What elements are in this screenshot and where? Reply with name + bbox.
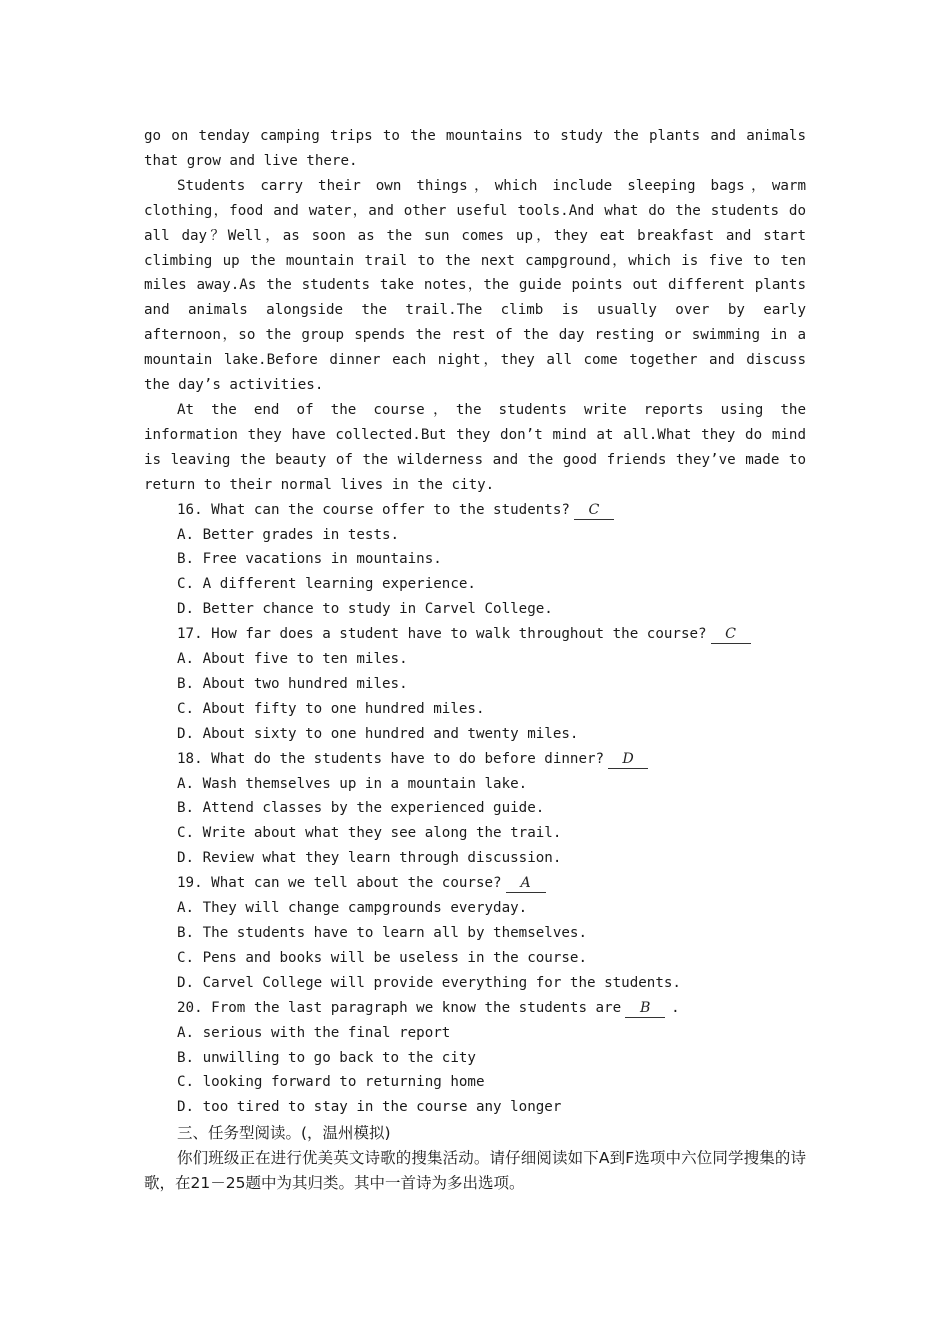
answer-blank: A bbox=[506, 874, 546, 893]
answer-blank: D bbox=[608, 750, 648, 769]
option-d: D. Review what they learn through discussion. bbox=[177, 850, 562, 867]
question-text: 20. From the last paragraph we know the students are bbox=[177, 999, 622, 1016]
option-c: C. looking forward to returning home bbox=[177, 1074, 485, 1091]
option-d: D. Carvel College will provide everything for the students. bbox=[177, 974, 681, 991]
passage-paragraph-1: go on tenday camping trips to the mountains to study the plants and animals that grow and live there. bbox=[144, 128, 806, 169]
question-suffix: . bbox=[671, 999, 680, 1016]
question-text: 19. What can we tell about the course? bbox=[177, 875, 502, 892]
passage-paragraph-3: At the end of the course，the students write reports using the information they have collected.But they don’t mind at all.What they do mind is leaving the beauty of the wilderness and the good friends they’ve made to return to their normal lives in the city. bbox=[144, 401, 806, 493]
option-a: A. They will change campgrounds everyday. bbox=[177, 900, 528, 917]
answer-blank: C bbox=[711, 625, 751, 644]
option-c: C. A different learning experience. bbox=[177, 576, 476, 593]
question-20 bbox=[144, 996, 806, 1121]
question-19 bbox=[144, 871, 806, 996]
option-d: D. Better chance to study in Carvel College. bbox=[177, 601, 553, 618]
question-18 bbox=[144, 747, 806, 872]
question-17 bbox=[144, 622, 806, 747]
question-stem bbox=[144, 996, 806, 1021]
option-a: A. serious with the final report bbox=[177, 1024, 451, 1041]
question-16 bbox=[144, 498, 806, 623]
option-d: D. too tired to stay in the course any longer bbox=[177, 1099, 562, 1116]
document-page bbox=[144, 124, 806, 1196]
option-d: D. About sixty to one hundred and twenty miles. bbox=[177, 725, 579, 742]
passage-paragraph-2: Students carry their own things，which include sleeping bags，warm clothing，food and water，and other useful tools.And what do the students do all day？Well，as soon as the sun comes up，they eat breakfast and start climbing up the mountain trail to the next campground，which is five to ten miles away.As the students take notes，the guide points out different plants and animals alongside the trail.The climb is usually over by early afternoon，so the group spends the rest of the day resting or swimming in a mountain lake.Before dinner each night，they all come together and discuss the day’s activities. bbox=[144, 177, 806, 394]
option-b: B. Free vacations in mountains. bbox=[177, 551, 442, 568]
option-b: B. About two hundred miles. bbox=[177, 675, 408, 692]
option-c: C. About fifty to one hundred miles. bbox=[177, 700, 485, 717]
option-b: B. unwilling to go back to the city bbox=[177, 1049, 476, 1066]
question-stem bbox=[144, 871, 806, 896]
option-a: A. About five to ten miles. bbox=[177, 651, 408, 668]
question-text: 18. What do the students have to do before dinner? bbox=[177, 750, 605, 767]
question-text: 16. What can the course offer to the students? bbox=[177, 501, 570, 518]
option-b: B. The students have to learn all by themselves. bbox=[177, 925, 587, 941]
question-stem bbox=[144, 622, 806, 647]
option-c: C. Pens and books will be useless in the course. bbox=[177, 949, 587, 966]
option-a: A. Wash themselves up in a mountain lake. bbox=[177, 775, 528, 792]
section-heading: 三、任务型阅读。(，温州模拟) bbox=[177, 1124, 391, 1143]
answer-blank: B bbox=[625, 999, 665, 1018]
section-instruction: 你们班级正在进行优美英文诗歌的搜集活动。请仔细阅读如下A到F选项中六位同学搜集的诗歌，在21－25题中为其归类。其中一首诗为多出选项。 bbox=[144, 1149, 806, 1193]
question-stem bbox=[144, 747, 806, 772]
question-text: 17. How far does a student have to walk throughout the course? bbox=[177, 626, 707, 643]
option-a: A. Better grades in tests. bbox=[177, 526, 400, 543]
question-stem bbox=[144, 498, 806, 523]
option-b: B. Attend classes by the experienced guide. bbox=[177, 800, 545, 817]
option-c: C. Write about what they see along the trail. bbox=[177, 825, 562, 842]
answer-blank: C bbox=[574, 501, 614, 520]
